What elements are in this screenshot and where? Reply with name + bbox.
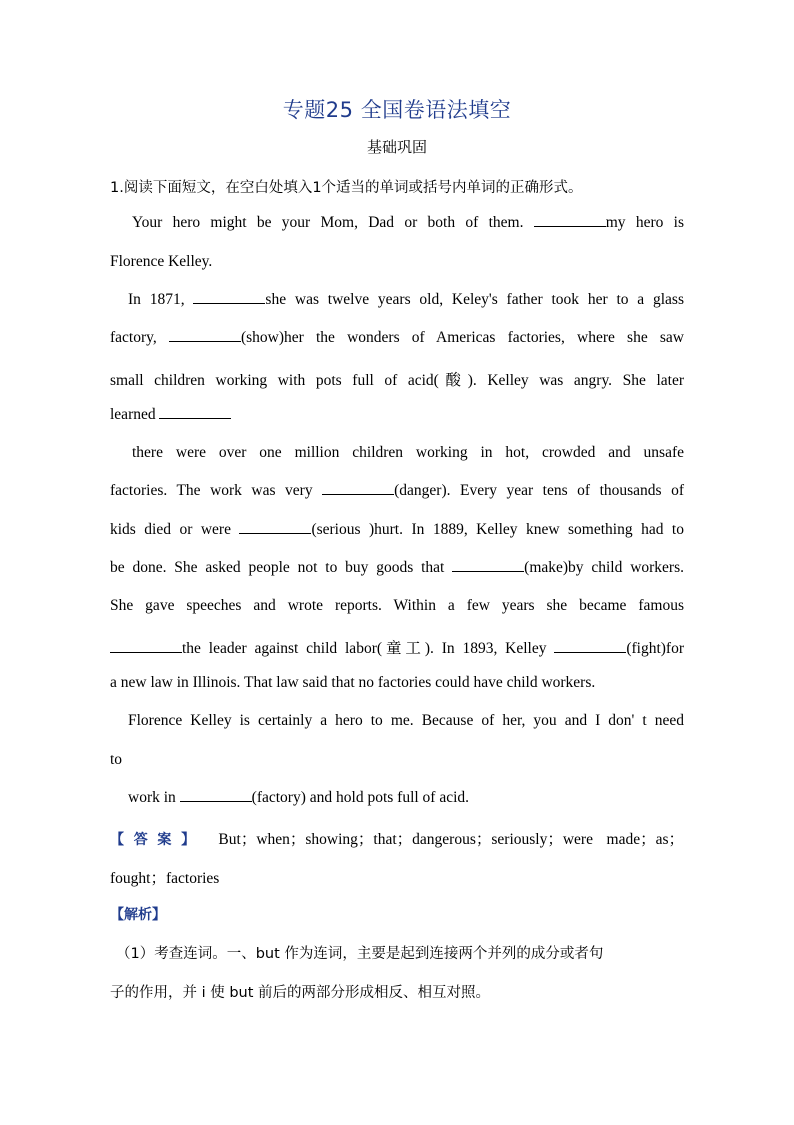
analysis-text: 子的作用，并 i 使 but 前后的两部分形成相反、相互对照。: [110, 985, 491, 1001]
passage-line: Your hero might be your Mom, Dad or both of them. my hero is: [132, 214, 685, 231]
passage-line: a new law in Illinois. That law said that no factories could have child workers.: [110, 674, 596, 691]
answer-blank[interactable]: [169, 340, 241, 342]
answer-blank[interactable]: [159, 417, 231, 419]
passage-line: small children working with pots full of acid(酸). Kelley was angry. She later: [110, 372, 684, 389]
passage-line: learned: [110, 406, 231, 424]
answer-blank[interactable]: [322, 493, 394, 495]
passage-line: Florence Kelley.: [110, 253, 213, 270]
answer-text: But；when；showing；that；dangerous；seriously；were made；as；: [218, 831, 685, 848]
answer-blank[interactable]: [110, 651, 182, 653]
answer-blank[interactable]: [239, 532, 311, 534]
passage-line: Florence Kelley is certainly a hero to me. Because of her, you and I don' t need: [128, 712, 684, 729]
passage-line: work in (factory) and hold pots full of acid.: [128, 789, 470, 806]
passage-line: there were over one million children working in hot, crowded and unsafe: [132, 444, 684, 461]
answer-blank[interactable]: [554, 651, 626, 653]
answer-blank[interactable]: [452, 570, 524, 572]
passage-line: factories. The work was very (danger). Every year tens of thousands of: [110, 482, 685, 499]
answer-blank[interactable]: [534, 225, 606, 227]
answer-line: [110, 827, 684, 849]
answer-blank[interactable]: [180, 800, 252, 802]
passage-line: be done. She asked people not to buy goods that (make)by child workers.: [110, 559, 684, 576]
section-subtitle: 基础巩固: [366, 138, 427, 156]
analysis-text: （1）考查连词。一、but 作为连词，主要是起到连接两个并列的成分或者句: [116, 946, 604, 962]
passage-line: factory, (show)her the wonders of Americas factories, where she saw: [110, 329, 684, 346]
analysis-label: 【解析】: [110, 907, 166, 923]
passage-line: kids died or were (serious )hurt. In 1889, Kelley knew something had to: [110, 521, 684, 538]
question-instruction: 1.阅读下面短文，在空白处填入1个适当的单词或括号内单词的正确形式。: [110, 180, 583, 196]
passage-line: In 1871, she was twelve years old, Keley's father took her to a glass: [128, 291, 684, 308]
passage-line: to: [110, 751, 123, 768]
answer-label: 【答案】: [110, 832, 205, 848]
passage-line: the leader against child labor(童工). In 1893, Kelley (fight)for: [110, 636, 684, 658]
page-title: 专题25 全国卷语法填空: [282, 98, 512, 122]
answer-text: fought；factories: [110, 870, 220, 887]
answer-blank[interactable]: [193, 302, 265, 304]
passage-line: She gave speeches and wrote reports. Within a few years she became famous: [110, 597, 684, 614]
